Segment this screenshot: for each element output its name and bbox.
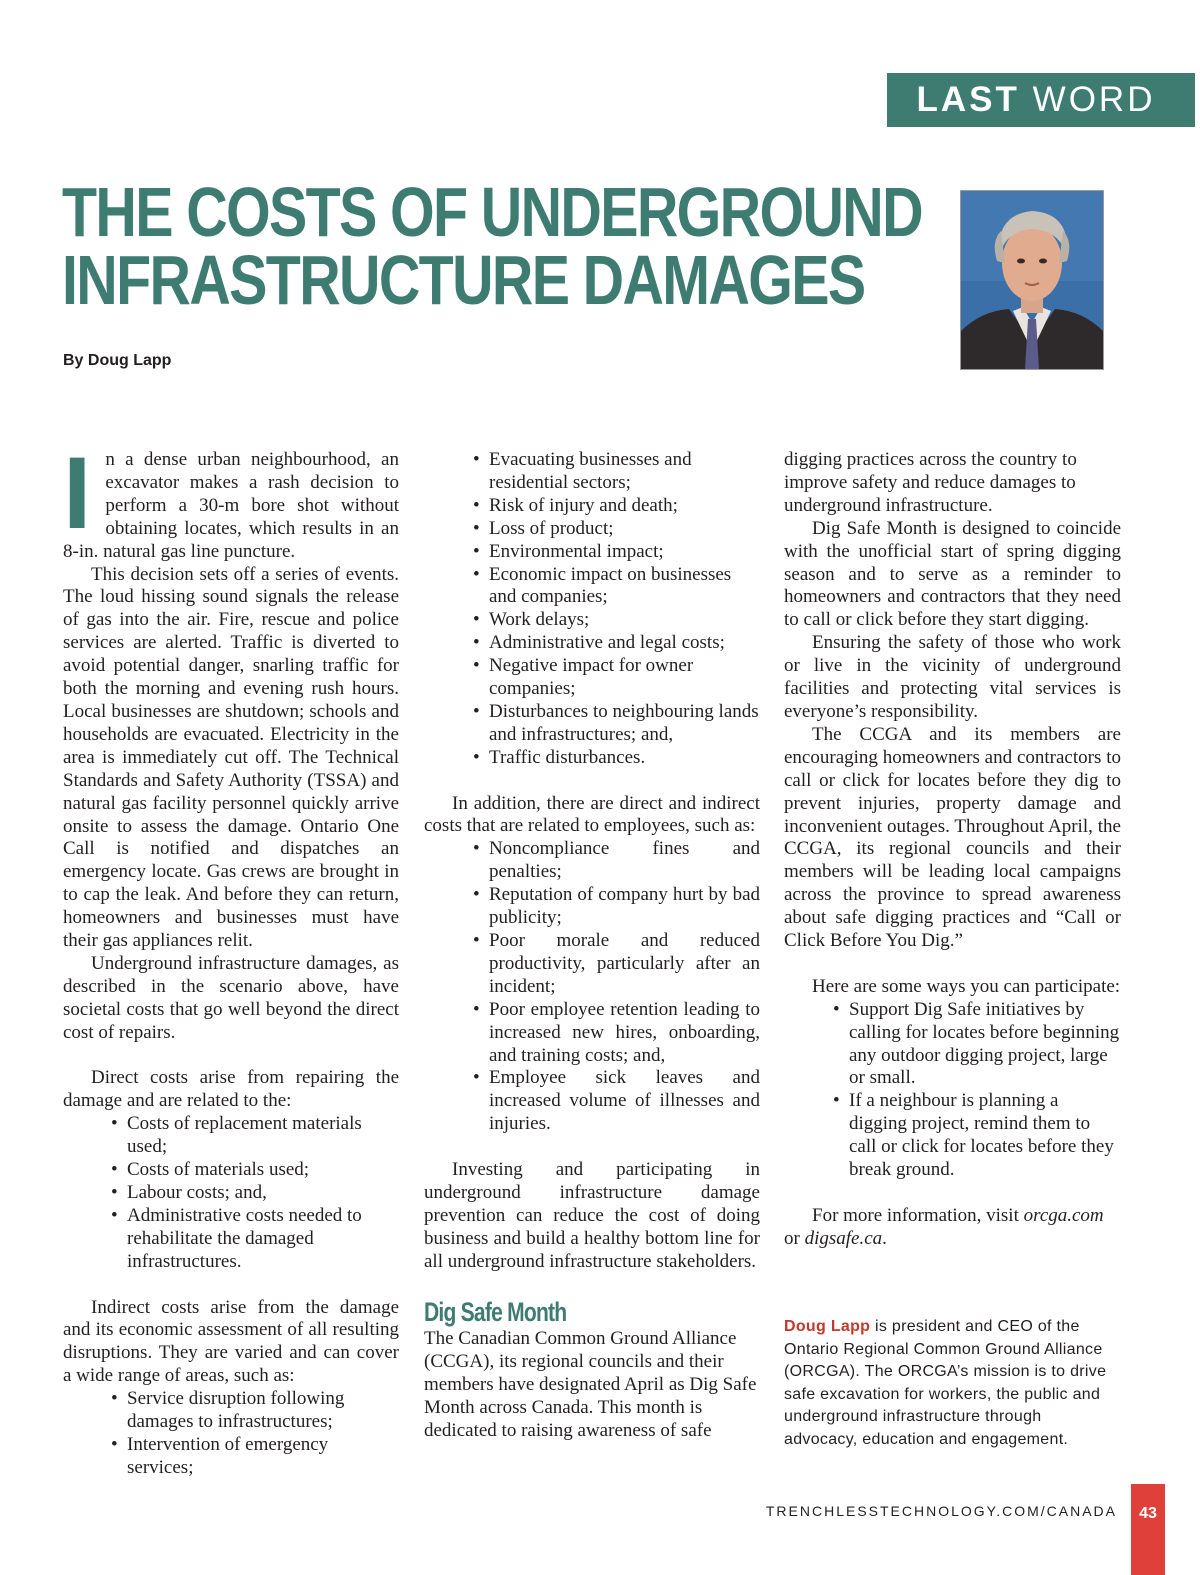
indirect-costs-list-continued: [424, 449, 760, 770]
list-item: • Disturbances to neighbouring lands and infrastructures; and,: [424, 701, 760, 747]
page-number: 43: [1131, 1484, 1165, 1575]
drop-cap: I: [63, 436, 92, 550]
paragraph: Underground infrastructure damages, as described in the scenario above, have societal costs that go well beyond the direct cost of repairs.: [63, 952, 399, 1043]
section-tag-light: WORD: [1032, 80, 1156, 119]
list-item: • Negative impact for owner companies;: [424, 655, 760, 701]
list-item: • Administrative and legal costs;: [424, 632, 760, 655]
paragraph: The Canadian Common Ground Alliance (CCGA), its regional councils and their members have designated April as Dig Safe Month across Canada. This month is dedicated to raising awareness of safe: [424, 1328, 757, 1442]
list-item: • Service disruption following damages to infrastructures;: [63, 1388, 399, 1434]
list-item: • Costs of replacement materials used;: [63, 1113, 399, 1159]
list-item: • Labour costs; and,: [63, 1182, 399, 1205]
paragraph: The CCGA and its members are encouraging homeowners and contractors to call or click for locates before they dig to prevent injuries, property damage and inconvenient outages. Throughout April, the CCGA, its regional councils and their members will be leading local campaigns across the province to spread awareness about safe digging practices and “Call or Click Before You Dig.”: [784, 723, 1121, 952]
column-3: [784, 449, 1121, 1251]
byline: By Doug Lapp: [63, 352, 172, 369]
author-bio: [784, 1316, 1114, 1451]
column-1: [63, 436, 399, 1480]
paragraph: In addition, there are direct and indirect costs that are related to employees, such as:: [424, 792, 760, 837]
direct-costs-list: [63, 1113, 399, 1273]
list-item: • Traffic disturbances.: [424, 747, 760, 770]
author-bio-text: is president and CEO of the Ontario Regional Common Ground Alliance (ORCGA). The ORCGA’s mission is to drive safe excavation for workers, the public and underground infrastructure through advocacy, education and engagement.: [784, 1318, 1107, 1448]
list-item: • Loss of product;: [424, 518, 760, 541]
author-portrait: [960, 190, 1104, 370]
list-item: • Intervention of emergency services;: [63, 1434, 399, 1480]
paragraph: Direct costs arise from repairing the damage and are related to the:: [63, 1067, 399, 1112]
list-item: • Support Dig Safe initiatives by calling for locates before beginning any outdoor digging project, large or small.: [784, 999, 1121, 1091]
paragraph: Dig Safe Month is designed to coincide with the unofficial start of spring digging season and to serve as a reminder to homeowners and contractors that they need to call or click before they start digging.: [784, 517, 1121, 631]
list-item: • Risk of injury and death;: [424, 495, 760, 518]
more-info-paragraph: [784, 1205, 1121, 1251]
indirect-costs-list: [63, 1388, 399, 1480]
more-info-suffix: .: [882, 1227, 887, 1249]
list-item: • Administrative costs needed to rehabilitate the damaged infrastructures.: [63, 1205, 399, 1274]
subheading-dig-safe-month: Dig Safe Month: [424, 1297, 567, 1328]
list-item: • Poor morale and reduced productivity, particularly after an incident;: [424, 930, 760, 999]
author-name: Doug Lapp: [784, 1318, 871, 1335]
paragraph-intro: [63, 436, 399, 564]
list-item: • Work delays;: [424, 609, 760, 632]
paragraph: Ensuring the safety of those who work or live in the vicinity of underground facilities and protecting vital services is everyone’s responsibility.: [784, 632, 1121, 722]
section-tag-bold: LAST: [916, 80, 1020, 119]
employee-costs-list: [424, 838, 760, 1136]
participate-list: [784, 999, 1121, 1182]
paragraph-intro-text: n a dense urban neighbourhood, an excavator makes a rash decision to perform a 30-m bore shot without obtaining locates, which results in an 8-in. natural gas line puncture.: [63, 449, 399, 562]
list-item: • Employee sick leaves and increased volume of illnesses and injuries.: [424, 1067, 760, 1136]
list-item: • Poor employee retention leading to increased new hires, onboarding, and training costs; and,: [424, 999, 760, 1068]
paragraph: Investing and participating in underground infrastructure damage prevention can reduce the cost of doing business and build a healthy bottom line for all underground infrastructure stakeholders.: [424, 1159, 760, 1272]
paragraph: This decision sets off a series of events. The loud hissing sound signals the release of gas into the air. Fire, rescue and police services are alerted. Traffic is diverted to avoid potential danger, snarling traffic for both the morning and evening rush hours. Local businesses are shutdown; schools and households are evacuated. Electricity in the area is immediately cut off. The Technical Standards and Safety Authority (TSSA) and natural gas facility personnel quickly arrive onsite to assess the damage. Ontario One Call is notified and dispatches an emergency locate. Gas crews are brought in to cap the leak. And before they can return, homeowners and businesses must have their gas appliances relit.: [63, 563, 399, 952]
list-item: • Noncompliance fines and penalties;: [424, 838, 760, 884]
section-tag: [887, 73, 1195, 127]
paragraph: Indirect costs arise from the damage and its economic assessment of all resulting disruptions. They are varied and can cover a wide range of areas, such as:: [63, 1296, 399, 1387]
list-item: • Environmental impact;: [424, 541, 760, 564]
paragraph: Here are some ways you can participate:: [812, 975, 1121, 997]
more-info-prefix: For more information, visit: [812, 1204, 1024, 1226]
more-info-mid: or: [784, 1227, 805, 1249]
list-item: • Evacuating businesses and residential sectors;: [424, 449, 760, 495]
paragraph: digging practices across the country to improve safety and reduce damages to underground infrastructure.: [784, 449, 1077, 516]
list-item: • Reputation of company hurt by bad publicity;: [424, 884, 760, 930]
digsafe-link[interactable]: digsafe.ca: [804, 1227, 883, 1249]
list-item: • Economic impact on businesses and companies;: [424, 564, 760, 610]
list-item: • Costs of materials used;: [63, 1159, 399, 1182]
article-title-line2: INFRASTRUCTURE DAMAGES: [62, 241, 865, 319]
article-title: [62, 173, 922, 319]
article-title-line1: THE COSTS OF UNDERGROUND: [62, 173, 922, 251]
orcga-link[interactable]: orcga.com: [1023, 1204, 1104, 1226]
column-2: [424, 449, 760, 1443]
footer-url[interactable]: TRENCHLESSTECHNOLOGY.COM/CANADA: [765, 1503, 1117, 1519]
list-item: • If a neighbour is planning a digging project, remind them to call or click for locates before they break ground.: [784, 1090, 1121, 1182]
